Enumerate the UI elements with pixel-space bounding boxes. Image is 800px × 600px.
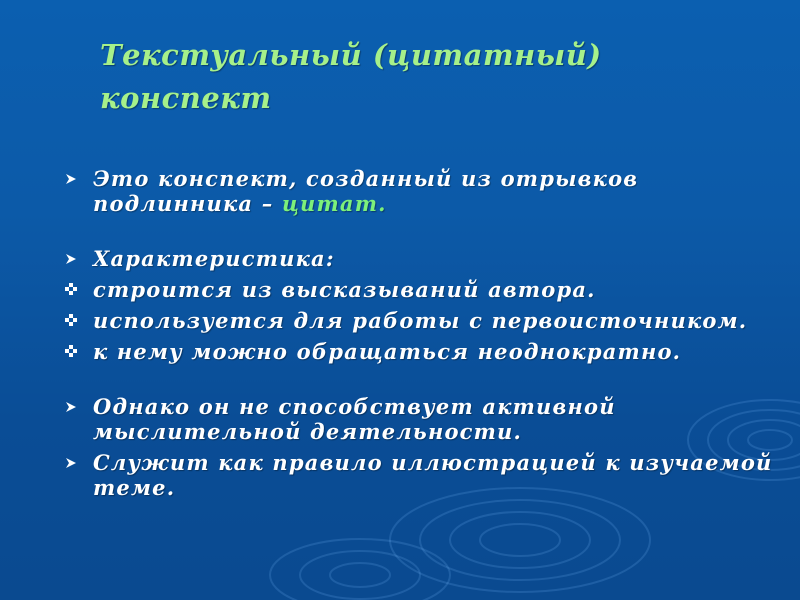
diamond-bullet-icon xyxy=(62,308,80,333)
diamond-bullet-icon xyxy=(62,339,80,364)
slide-content xyxy=(60,166,795,500)
slide-title: Текстуальный (цитатный) конспект xyxy=(100,38,602,115)
bullet-text: Служит как правило иллюстрацией к изучаемой теме. xyxy=(93,450,773,500)
bullet-text: Это конспект, созданный из отрывков подлинника – xyxy=(93,166,639,216)
bullet-item-drawback xyxy=(60,394,795,444)
arrowhead-icon xyxy=(62,166,80,191)
bullet-item-definition xyxy=(60,166,795,216)
bullet-item-used-for-source xyxy=(60,308,795,333)
bullet-item-reusable xyxy=(60,339,795,364)
bullet-text: Характеристика: xyxy=(93,246,335,271)
bullet-text: строится из высказываний автора. xyxy=(93,277,596,302)
diamond-bullet-icon xyxy=(62,277,80,302)
bullet-item-illustration xyxy=(60,450,795,500)
arrowhead-icon xyxy=(62,246,80,271)
arrowhead-icon xyxy=(62,450,80,475)
bullet-text: к нему можно обращаться неоднократно. xyxy=(93,339,682,364)
bullet-text: Однако он не способствует активной мыслительной деятельности. xyxy=(93,394,616,444)
bullet-item-built-from-quotes xyxy=(60,277,795,302)
bullet-item-characteristics-heading xyxy=(60,246,795,271)
highlighted-word: цитат. xyxy=(281,191,387,216)
arrowhead-icon xyxy=(62,394,80,419)
bullet-text: используется для работы с первоисточником. xyxy=(93,308,748,333)
